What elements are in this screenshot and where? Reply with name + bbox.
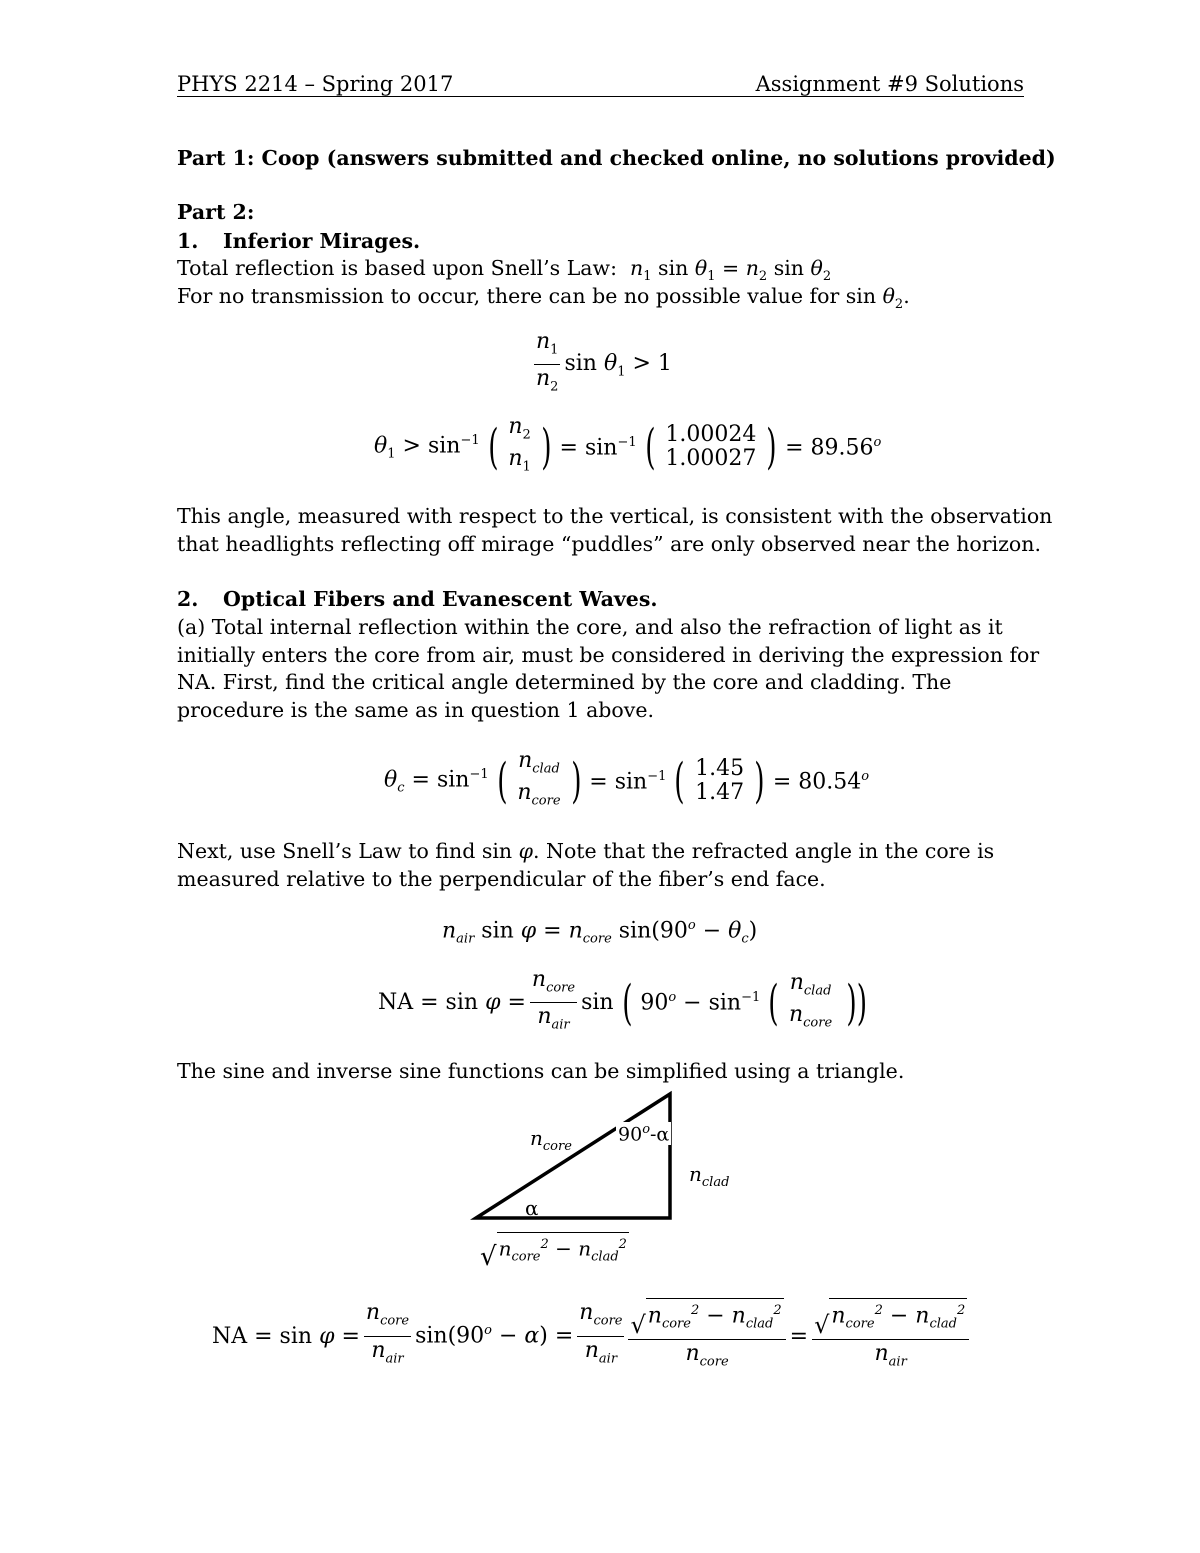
fraction-sqrt-over-ncore: √ $n_{core}^2 - n_{clad}^2$ $n_{core}$ bbox=[628, 1298, 785, 1374]
part2-heading: Part 2: bbox=[177, 200, 255, 224]
ratio-numerator: 1.00024 bbox=[665, 422, 757, 448]
fraction-nclad-ncore-2: $n_{clad}$ $n_{core}$ bbox=[788, 969, 833, 1031]
core-value: 1.47 bbox=[695, 780, 745, 806]
q2-para-a-3: NA. First, find the critical angle determined by the core and cladding. The bbox=[177, 670, 952, 694]
q1-line2-text: For no transmission to occur, there can be no possible value for sin bbox=[177, 284, 877, 308]
eq-critical-fiber: $\theta_c = \sin^{-1}$ ( $n_{clad}$ $n_{core}$ ) = $\sin^{-1}$ ( 1.45 1.47 ) = $80.54^o$ bbox=[382, 749, 871, 814]
q1-line1-text: Total reflection is based upon Snell’s Law: bbox=[177, 256, 617, 280]
q1-conclusion-2: that headlights reflecting off mirage “puddles” are only observed near the horizon. bbox=[177, 532, 1041, 556]
fraction-sqrt-over-nair: √ $n_{core}^2 - n_{clad}^2$ $n_{air}$ bbox=[812, 1298, 969, 1374]
q1-conclusion-1: This angle, measured with respect to the vertical, is consistent with the observation bbox=[177, 504, 1053, 528]
q2-para-a-1: (a) Total internal reflection within the core, and also the refraction of light as it bbox=[177, 615, 1003, 639]
q2-number: 2. bbox=[177, 587, 199, 611]
header-assignment: Assignment #9 Solutions bbox=[755, 72, 1024, 96]
fraction-n2-n1: $n_2$ $n_1$ bbox=[508, 414, 531, 475]
eq-inequality: $\frac{n_1}{n_2}$ $\sin \theta_1 > 1$ bbox=[532, 330, 674, 400]
triangle-shape bbox=[476, 1094, 670, 1218]
q2-title: Optical Fibers and Evanescent Waves. bbox=[223, 587, 658, 611]
triangle-label-base: √ $n_{core}^2 - n_{clad}^2$ bbox=[480, 1232, 629, 1270]
fraction-ncore-nair-2: $\frac{n_{core}}{n_{air}}$ bbox=[365, 1300, 410, 1366]
q2-next-1: Next, use Snell’s Law to find sin φ. Note that the refracted angle in the core is bbox=[177, 839, 995, 863]
q1-number: 1. bbox=[177, 229, 199, 253]
eq-critical-mirage: $\theta_1 > \sin^{-1}$ ( $n_2$ $n_1$ ) = $\sin^{-1}$ ( 1.00024 1.00027 ) = $89.56^o$ bbox=[372, 415, 883, 480]
triangle-label-vertical: $n_{clad}$ bbox=[689, 1162, 730, 1190]
eq-na-final: NA = sin φ = $\frac{n_{core}}{n_{air}}$ $\sin(90^o - \alpha)$ = $\frac{n_{core}}{n_{air}}$ √ $n_{core}^2 - n_{clad}^2$ $n_{core}$ = √ $n_{core}^2 - n_{clad}^2$ $n_{air}$ bbox=[210, 1298, 971, 1374]
clad-value: 1.45 bbox=[695, 756, 745, 782]
fraction-nclad-ncore: $n_{clad}$ $n_{core}$ bbox=[517, 748, 561, 809]
triangle-intro: The sine and inverse sine functions can be simplified using a triangle. bbox=[177, 1059, 905, 1083]
top-angle-value: 90 bbox=[618, 1123, 643, 1146]
part1-heading: Part 1: Coop (answers submitted and checked online, no solutions provided) bbox=[177, 146, 1056, 170]
triangle-label-hypotenuse: $n_{core}$ bbox=[530, 1126, 572, 1154]
theta2-inline: $\theta_2$. bbox=[882, 284, 910, 313]
na-label-1: NA bbox=[378, 990, 414, 1016]
q2-next-2: measured relative to the perpendicular of the fiber’s end face. bbox=[177, 867, 826, 891]
fraction-ncore-nair-3: $\frac{n_{core}}{n_{air}}$ bbox=[579, 1300, 623, 1366]
header-rule bbox=[177, 96, 1024, 97]
fraction-index-ratio bbox=[663, 423, 758, 471]
eq-na-full: NA = sin φ = $\frac{n_{core}}{n_{air}}$ sin ( $90^o - \sin^{-1}$ ( $n_{clad}$ $n_{core}$ )) bbox=[376, 968, 878, 1038]
q1-line2 bbox=[177, 282, 910, 319]
fraction-n1-n2: $\frac{n_1}{n_2}$ bbox=[536, 329, 559, 395]
q2-next-1-text: Next, use Snell’s Law to find sin bbox=[177, 839, 513, 863]
header-course: PHYS 2214 – Spring 2017 bbox=[177, 72, 454, 96]
triangle-label-top-angle: 90$^o$-α bbox=[618, 1122, 670, 1146]
q2-para-a-2: initially enters the core from air, must be considered in deriving the expression for bbox=[177, 643, 1040, 667]
eq-snell-fiber: $n_{air}$ $\sin \varphi = n_{core}$ $\sin(90^o - \theta_c)$ bbox=[442, 918, 758, 947]
critical-result: 80.54 bbox=[798, 769, 862, 795]
fraction-145-147 bbox=[693, 757, 746, 805]
q1-title: Inferior Mirages. bbox=[223, 229, 421, 253]
q2-next-1b-text: . Note that the refracted angle in the core is bbox=[533, 839, 995, 863]
triangle-label-alpha: α bbox=[525, 1196, 539, 1220]
mirage-result: 89.56 bbox=[810, 435, 874, 461]
fraction-ncore-nair: $\frac{n_{core}}{n_{air}}$ bbox=[531, 967, 576, 1033]
snells-law-inline: $n_1$ $\sin \theta_1 = n_2$ $\sin \theta_2$ bbox=[630, 256, 832, 285]
q2-para-a-4: procedure is the same as in question 1 above. bbox=[177, 698, 655, 722]
na-label-2: NA bbox=[212, 1323, 248, 1349]
ratio-denominator: 1.00027 bbox=[665, 446, 757, 472]
